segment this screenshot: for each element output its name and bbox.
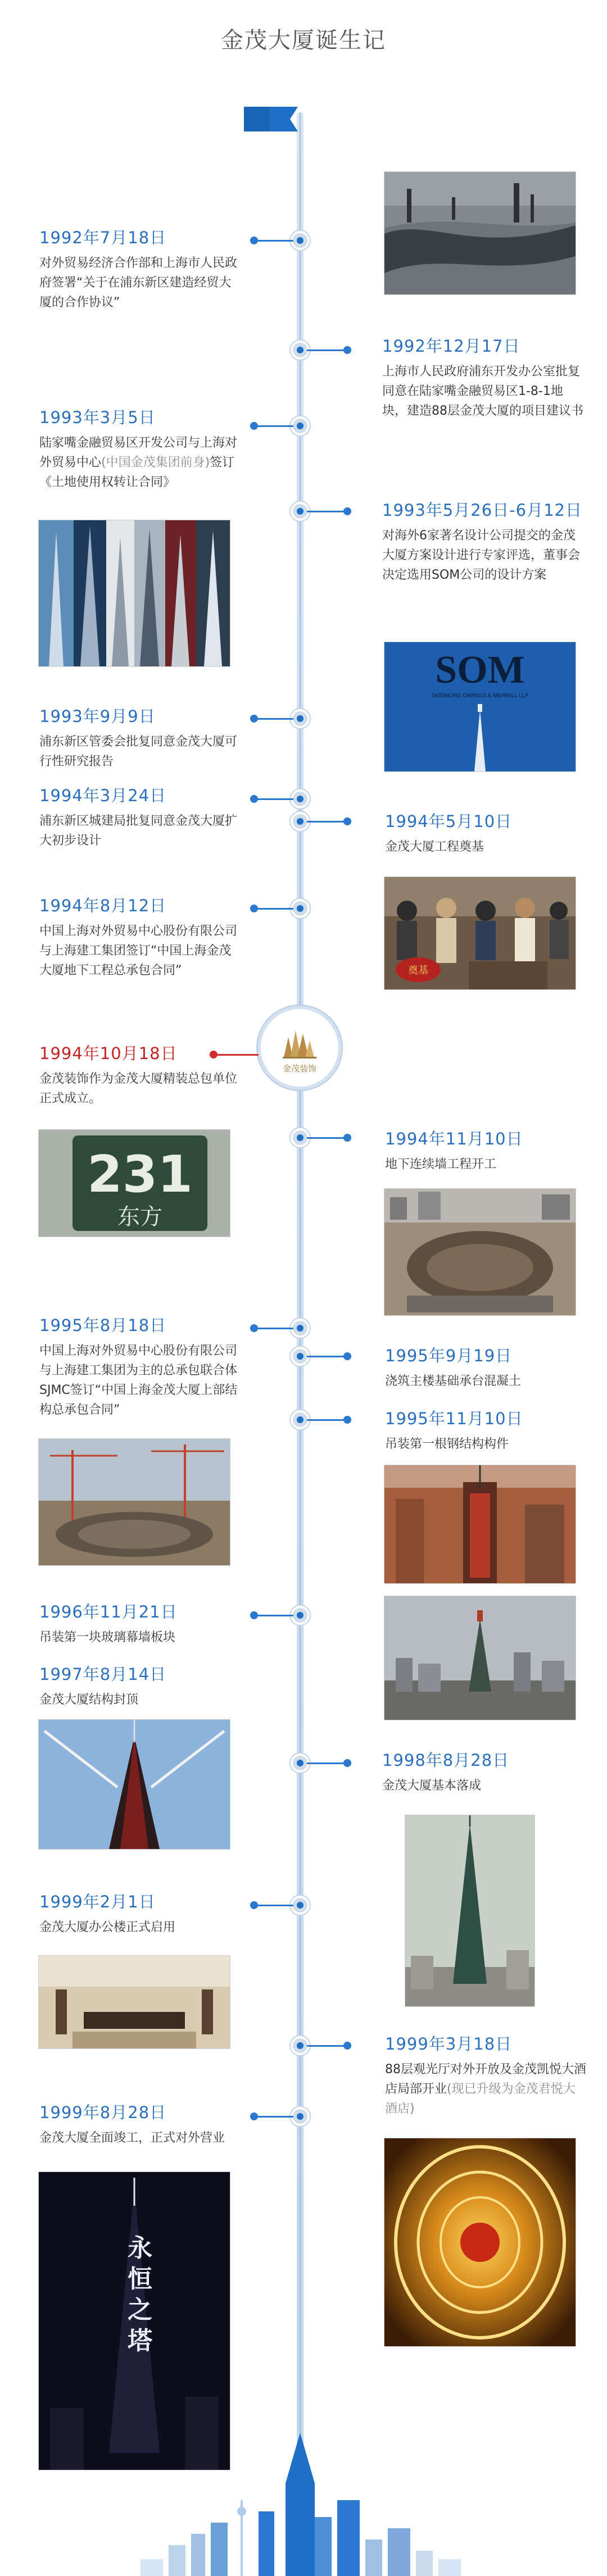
connector: [307, 511, 346, 512]
event-description: 浦东新区城建局批复同意金茂大厦扩大初步设计: [39, 814, 238, 848]
timeline-event: [385, 1344, 587, 1391]
connector: [254, 1905, 293, 1906]
timeline-event: [39, 894, 242, 980]
event-date: 1992年7月18日: [39, 228, 167, 247]
night-char-2: 恒: [128, 2265, 152, 2293]
timeline-node: [291, 1606, 310, 1625]
completed-tower-photo: [405, 1815, 535, 2007]
night-char-4: 塔: [128, 2327, 152, 2355]
connector-dot: [250, 1901, 258, 1909]
connector-dot: [250, 795, 258, 803]
connector-dot: [250, 237, 258, 244]
timeline-event: [39, 784, 242, 851]
connector-dot: [250, 715, 258, 723]
event-description: 对外贸易经济合作部和上海市人民政府签署“关于在浦东新区建造经贸大厦的合作协议”: [39, 256, 238, 310]
connector: [307, 2045, 346, 2047]
timeline-event: [39, 705, 242, 771]
connector-dot: [343, 1416, 351, 1424]
page-title: 金茂大厦诞生记: [221, 28, 386, 53]
event-date: 1999年3月18日: [385, 2034, 513, 2053]
event-description: 金茂大厦基本落成: [382, 1779, 482, 1793]
event-date: 1994年11月10日: [385, 1129, 523, 1148]
hotel-atrium-photo: [384, 2138, 576, 2347]
connector-dot: [343, 817, 351, 825]
night-char-1: 永: [128, 2234, 152, 2262]
event-description: 金茂大厦工程奠基: [385, 840, 484, 854]
event-date: 1994年5月10日: [385, 812, 513, 831]
connector-dot: [250, 905, 258, 912]
event-date: 1996年11月21日: [39, 1602, 178, 1621]
event-date: 1994年3月24日: [39, 786, 167, 805]
timeline-event: [382, 499, 585, 585]
event-note: (现已升级为金茂君悦大酒店): [385, 2082, 576, 2116]
event-description: 金茂大厦办公楼正式启用: [39, 1920, 176, 1934]
connector: [307, 1762, 346, 1764]
connector: [254, 1615, 293, 1616]
connector-dot: [343, 507, 351, 515]
connector-dot: [250, 1324, 258, 1332]
event-description: 金茂大厦全面竣工，正式对外营业: [39, 2131, 225, 2145]
timeline-node: [291, 899, 310, 918]
design-renderings-photo: [38, 520, 230, 667]
event-description: 88层观光厅对外开放及金茂凯悦大酒店局部开业(现已升级为金茂君悦大酒店): [385, 2062, 586, 2116]
som-subtitle: SKIDMORE OWINGS & MERRILL LLP: [431, 693, 529, 699]
connector-dot: [343, 346, 351, 354]
timeline-node: [291, 231, 310, 250]
timeline-node: [291, 1319, 310, 1338]
timeline-event-highlight: [39, 1042, 242, 1108]
event-date: 1995年9月19日: [385, 1346, 513, 1365]
timeline-event: [39, 226, 242, 312]
event-description: 中国上海对外贸易中心股份有限公司与上海建工集团签订“中国上海金茂大厦地下工程总承包合同”: [39, 924, 238, 978]
building-logo-icon: [280, 1026, 319, 1060]
connector: [254, 908, 293, 910]
connector-dot: [250, 1611, 258, 1619]
timeline-event: [382, 1749, 585, 1796]
connector: [254, 718, 293, 720]
timeline-event: [382, 335, 585, 421]
event-date: 1993年5月26日-6月12日: [382, 501, 582, 520]
timeline-event: [39, 406, 242, 492]
timeline-event: [39, 2101, 242, 2148]
event-description: 金茂大厦结构封顶: [39, 1693, 139, 1707]
som-logo-photo: [384, 642, 576, 772]
event-date: 1995年11月10日: [385, 1409, 523, 1428]
event-description: 金茂装饰作为金茂大厦精装总包单位正式成立。: [39, 1072, 238, 1106]
skyline-illustration: [0, 2433, 607, 2576]
connector-dot: [250, 2112, 258, 2120]
construction-site-photo: [38, 1438, 230, 1566]
timeline-event: [385, 1407, 587, 1454]
connector: [254, 798, 293, 800]
connector: [254, 240, 293, 242]
event-description: 吊装第一根钢结构构件: [385, 1437, 509, 1451]
event-description: 中国上海对外贸易中心股份有限公司与上海建工集团为主的总承包联合体SJMC签订“中国上海金茂大厦上部结构总承包合同”: [39, 1344, 238, 1417]
event-date: 1994年8月12日: [39, 896, 167, 915]
night-char-3: 之: [128, 2296, 152, 2324]
night-tower-photo: [38, 2171, 230, 2470]
timeline-node: [291, 789, 310, 808]
timeline-event: [385, 810, 587, 857]
street-sign-photo: [38, 1129, 230, 1237]
event-date: 1993年3月5日: [39, 408, 156, 427]
connector: [254, 2116, 293, 2118]
timeline-event: [39, 1663, 242, 1710]
connector-dot: [343, 2042, 351, 2050]
tower-top-photo: [38, 1719, 230, 1850]
event-date: 1994年10月18日: [39, 1044, 178, 1063]
event-note: (中国金茂集团前身): [101, 456, 210, 470]
connector: [254, 1328, 293, 1329]
connector: [307, 1356, 346, 1357]
event-description: 吊装第一块玻璃幕墙板块: [39, 1630, 176, 1644]
sign-number: 231: [87, 1145, 193, 1204]
steel-structure-photo: [384, 1465, 576, 1584]
timeline-node: [291, 2107, 310, 2126]
timeline-event: [39, 1314, 242, 1420]
connector: [307, 1419, 346, 1421]
company-logo: [257, 1006, 342, 1090]
timeline-node: [291, 1896, 310, 1915]
event-description: 浦东新区管委会批复同意金茂大厦可行性研究报告: [39, 735, 238, 769]
connector-dot: [343, 1134, 351, 1142]
office-lobby-photo: [38, 1955, 230, 2049]
event-description: 地下连续墙工程开工: [385, 1157, 497, 1171]
event-date: 1997年8月14日: [39, 1665, 167, 1684]
groundbreaking-photo: [384, 876, 576, 990]
event-description: 陆家嘴金融贸易区开发公司与上海对外贸易中心(中国金茂集团前身)签订《土地使用权转让合同》: [39, 436, 238, 489]
timeline-event: [39, 1601, 242, 1647]
event-date: 1999年2月1日: [39, 1892, 156, 1911]
connector-dot: [343, 1759, 351, 1767]
event-date: 1999年8月28日: [39, 2103, 167, 2122]
connector: [254, 425, 293, 427]
event-description: 上海市人民政府浦东开发办公室批复同意在陆家嘴金融贸易区1-8-1地块，建造88层金茂大厦的项目建议书: [382, 365, 583, 418]
timeline-node: [291, 416, 310, 435]
connector-dot: [343, 1352, 351, 1360]
foundation-pit-photo: [384, 1188, 576, 1316]
ceremony-text: 奠基: [408, 965, 428, 976]
event-description: 浇筑主楼基础承台混凝土: [385, 1374, 522, 1388]
connector: [307, 349, 346, 351]
event-date: 1992年12月17日: [382, 337, 520, 356]
event-date: 1995年8月18日: [39, 1316, 167, 1335]
event-description: 对海外6家著名设计公司提交的金茂大厦方案设计进行专家评选，董事会决定选用SOM公司的设计方案: [382, 529, 581, 582]
timeline-event: [385, 2033, 587, 2119]
event-date: 1993年9月9日: [39, 707, 156, 726]
tower-construction-photo: [384, 1596, 576, 1720]
connector-dot: [250, 422, 258, 430]
sign-chars: 东方: [117, 1204, 162, 1230]
connector: [307, 821, 346, 823]
timeline-node: [291, 709, 310, 728]
timeline-event: [385, 1128, 587, 1174]
event-date: 1998年8月28日: [382, 1751, 510, 1770]
timeline-event: [39, 1891, 242, 1937]
som-logo-text: SOM: [435, 648, 525, 692]
logo-text: 金茂装饰: [282, 1064, 316, 1074]
flag-icon: [236, 100, 304, 139]
aerial-river-photo: [384, 171, 576, 295]
connector: [307, 1137, 346, 1139]
